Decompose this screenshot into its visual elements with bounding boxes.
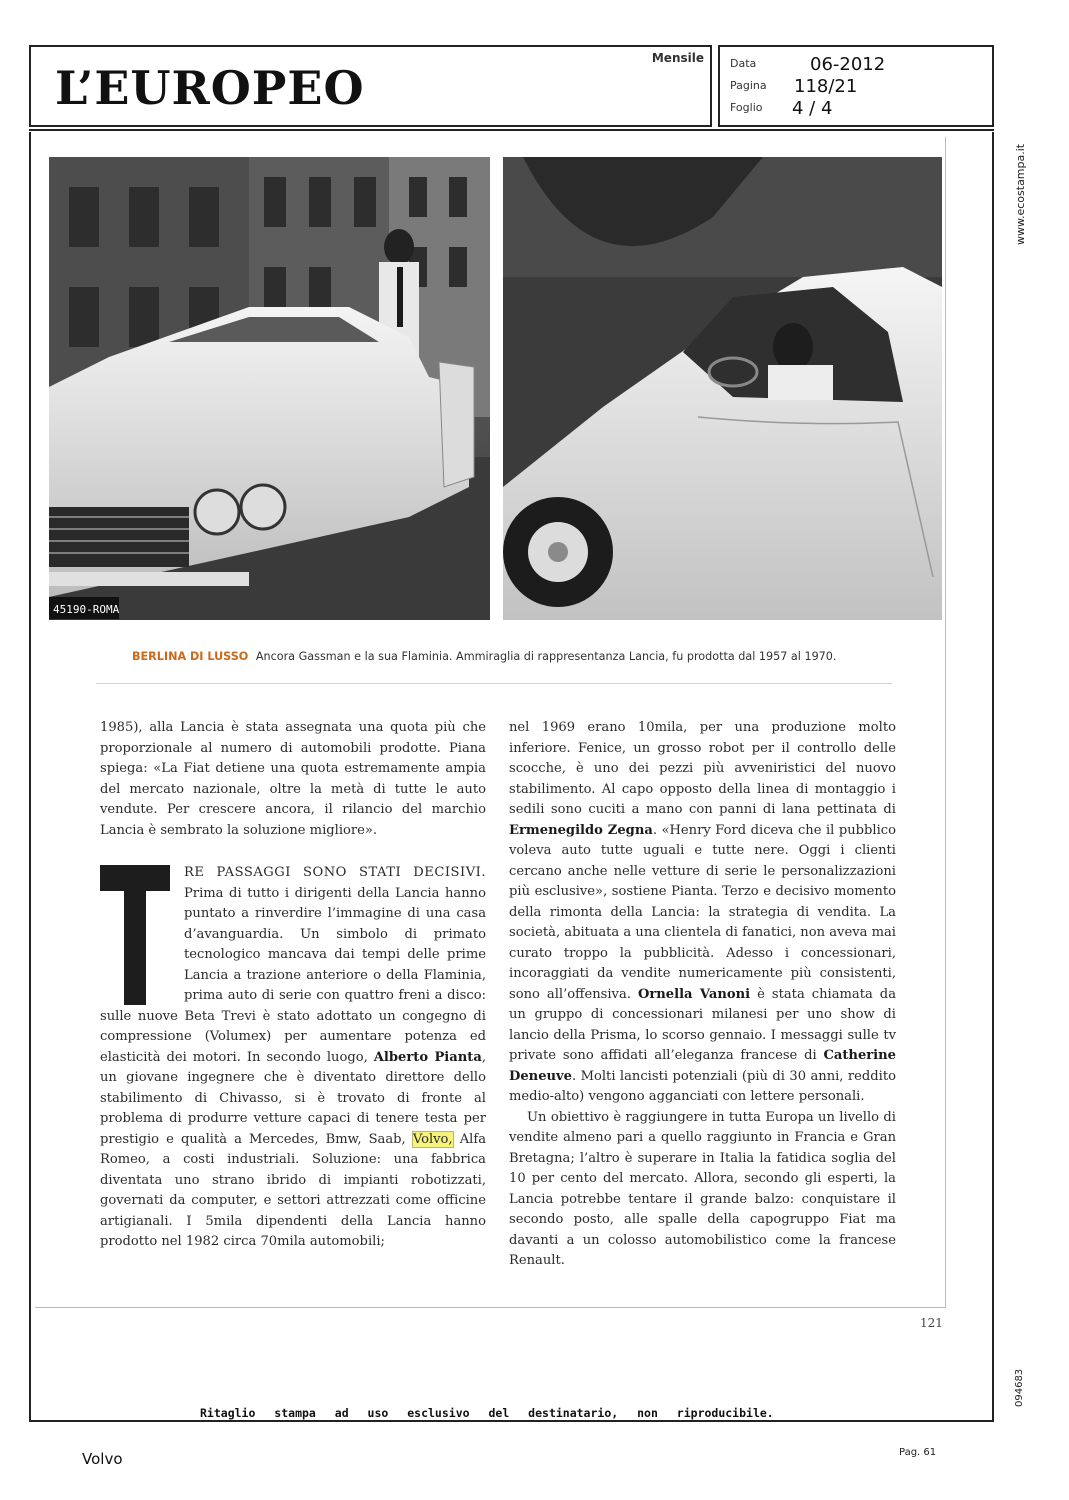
article-text: è stata chiamata da un gruppo di concessionari milanesi per uno show di lancio della Prisma, lo scorso gennaio. I messaggi sulle tv private sono affidati all’eleganza francese di — [509, 986, 896, 1063]
masthead-box — [29, 45, 712, 127]
article-text: Alfa Romeo, a costi industriali. Soluzione: una fabbrica diventata uno strano ibrido di impianti robotizzati, governati da computer, e settori attrezzati come officine artigianali. I 5mila dipendenti della Lancia hanno prodotto nel 1982 circa 70mila automobili; — [100, 1131, 487, 1249]
meta-sheet-label: Foglio — [730, 101, 763, 114]
side-url: www.ecostampa.it — [1014, 143, 1027, 245]
caption-kicker: BERLINA DI LUSSO — [132, 650, 249, 663]
article-paragraph — [509, 718, 896, 1108]
article-text: . Molti lancisti potenziali (più di 30 anni, reddito medio-alto) vengono agganciati con lettere personali. — [509, 1068, 896, 1104]
person-name: Ermenegildo Zegna — [509, 822, 653, 838]
meta-date-value: 06-2012 — [810, 54, 886, 75]
meta-page-value: 118/21 — [794, 76, 858, 97]
license-plate: 45190-ROMA — [53, 603, 120, 616]
article-text: , un giovane ingegnere che è diventato direttore dello stabilimento di Chivasso, si è trovato di fronte al problema di produrre vetture capaci di tenere testa per prestigio e qualità a Mercedes, Bmw, Saab, — [100, 1049, 486, 1147]
article-column-left — [100, 718, 486, 1253]
copyright-note: Ritaglio stampa ad uso esclusivo del destinatario, non riproducibile. — [200, 1406, 774, 1420]
clipping-page-number: Pag. 61 — [899, 1447, 937, 1458]
magazine-page-number: 121 — [920, 1316, 943, 1330]
side-code: 094683 — [1014, 1368, 1025, 1407]
article-paragraph-lead — [100, 863, 486, 1253]
article-paragraph: Un obiettivo è raggiungere in tutta Europa un livello di vendite almeno pari a quello raggiunto in Francia e Gran Bretagna; l’altro è superare in Italia la fatidica soglia del 10 per cento del mercato. Allora, secondo gli esperti, la Lancia potrebbe tentare il grande balzo: conquistare il secondo posto, alle spalle della capogruppo Fiat ma davanti a un colosso automobilistico come la francese Renault. — [509, 1109, 896, 1268]
drop-cap-t — [100, 865, 170, 1005]
person-name: Ornella Vanoni — [637, 986, 751, 1002]
meta-sheet-value: 4 / 4 — [792, 98, 833, 119]
meta-page-label: Pagina — [730, 79, 767, 92]
meta-date-label: Data — [730, 57, 757, 70]
photo-caption — [132, 650, 836, 663]
photo-gassman-driving — [503, 157, 942, 620]
article-text: Prima di tutto i dirigenti della Lancia hanno puntato a rinverdire l’immagine di una casa d’avanguardia. Un simbolo di primato tecnologico mancava dai tempi delle prime Lancia a trazione anteriore o della Flaminia, prima auto di serie con quattro freni a disco: sulle nuove Beta Trevi è stato adottato un congegno di compressione (Volumex) per aumentare potenza ed elasticità dei motori. In secondo luogo, — [100, 885, 486, 1065]
article-column-right — [509, 718, 896, 1272]
article-text: . «Henry Ford diceva che il pubblico voleva auto tutte uguali e tutte nere. Oggi i clienti cercano anche nelle vetture di serie le personalizzazioni più esclusive», sostiene Pianta. Terzo e decisivo momento della rimonta della Lancia: la strategia di vendita. La società, abituata a una clientela di fanatici, non aveva mai curato troppo la pubblicità. Adesso i concessionari, incoraggiati da vendite numericamente più consistenti, sono all’offensiva. — [509, 822, 896, 1002]
person-name: Alberto Pianta — [373, 1049, 482, 1065]
footer-divider — [29, 1420, 994, 1422]
client-brand: Volvo — [82, 1450, 123, 1468]
lead-in: RE PASSAGGI SONO STATI DECISIVI. — [184, 865, 486, 880]
frequency-label: Mensile — [651, 51, 704, 65]
article-text: nel 1969 erano 10mila, per una produzione molto inferiore. Fenice, un grosso robot per il controllo delle scocche, è uno dei pezzi più avveniristici del nuovo stabilimento. Al capo opposto della linea di montaggio i sedili sono cuciti a mano con panni di lana pettinata di — [509, 720, 896, 817]
metadata-box — [718, 45, 994, 127]
person-name: Catherine Deneuve — [509, 1048, 896, 1084]
article-paragraph: 1985), alla Lancia è stata assegnata una quota più che proporzionale al numero di automobili prodotte. Piana spiega: «La Fiat detiene una quota estremamente ampia del mercato nazionale, oltre la metà di tutte le auto vendute. Per crescere ancora, il rilancio del marchio Lancia è sembrato la soluzione migliore». — [100, 720, 486, 838]
photo-gassman-standing — [49, 157, 490, 620]
highlighted-keyword: Volvo, — [412, 1131, 453, 1147]
publication-logo: L’EUROPEO — [55, 61, 365, 115]
caption-text: Ancora Gassman e la sua Flaminia. Ammiraglia di rappresentanza Lancia, fu prodotta dal 1957 al 1970. — [255, 650, 837, 663]
header-divider — [29, 129, 994, 131]
caption-rule — [96, 683, 892, 684]
